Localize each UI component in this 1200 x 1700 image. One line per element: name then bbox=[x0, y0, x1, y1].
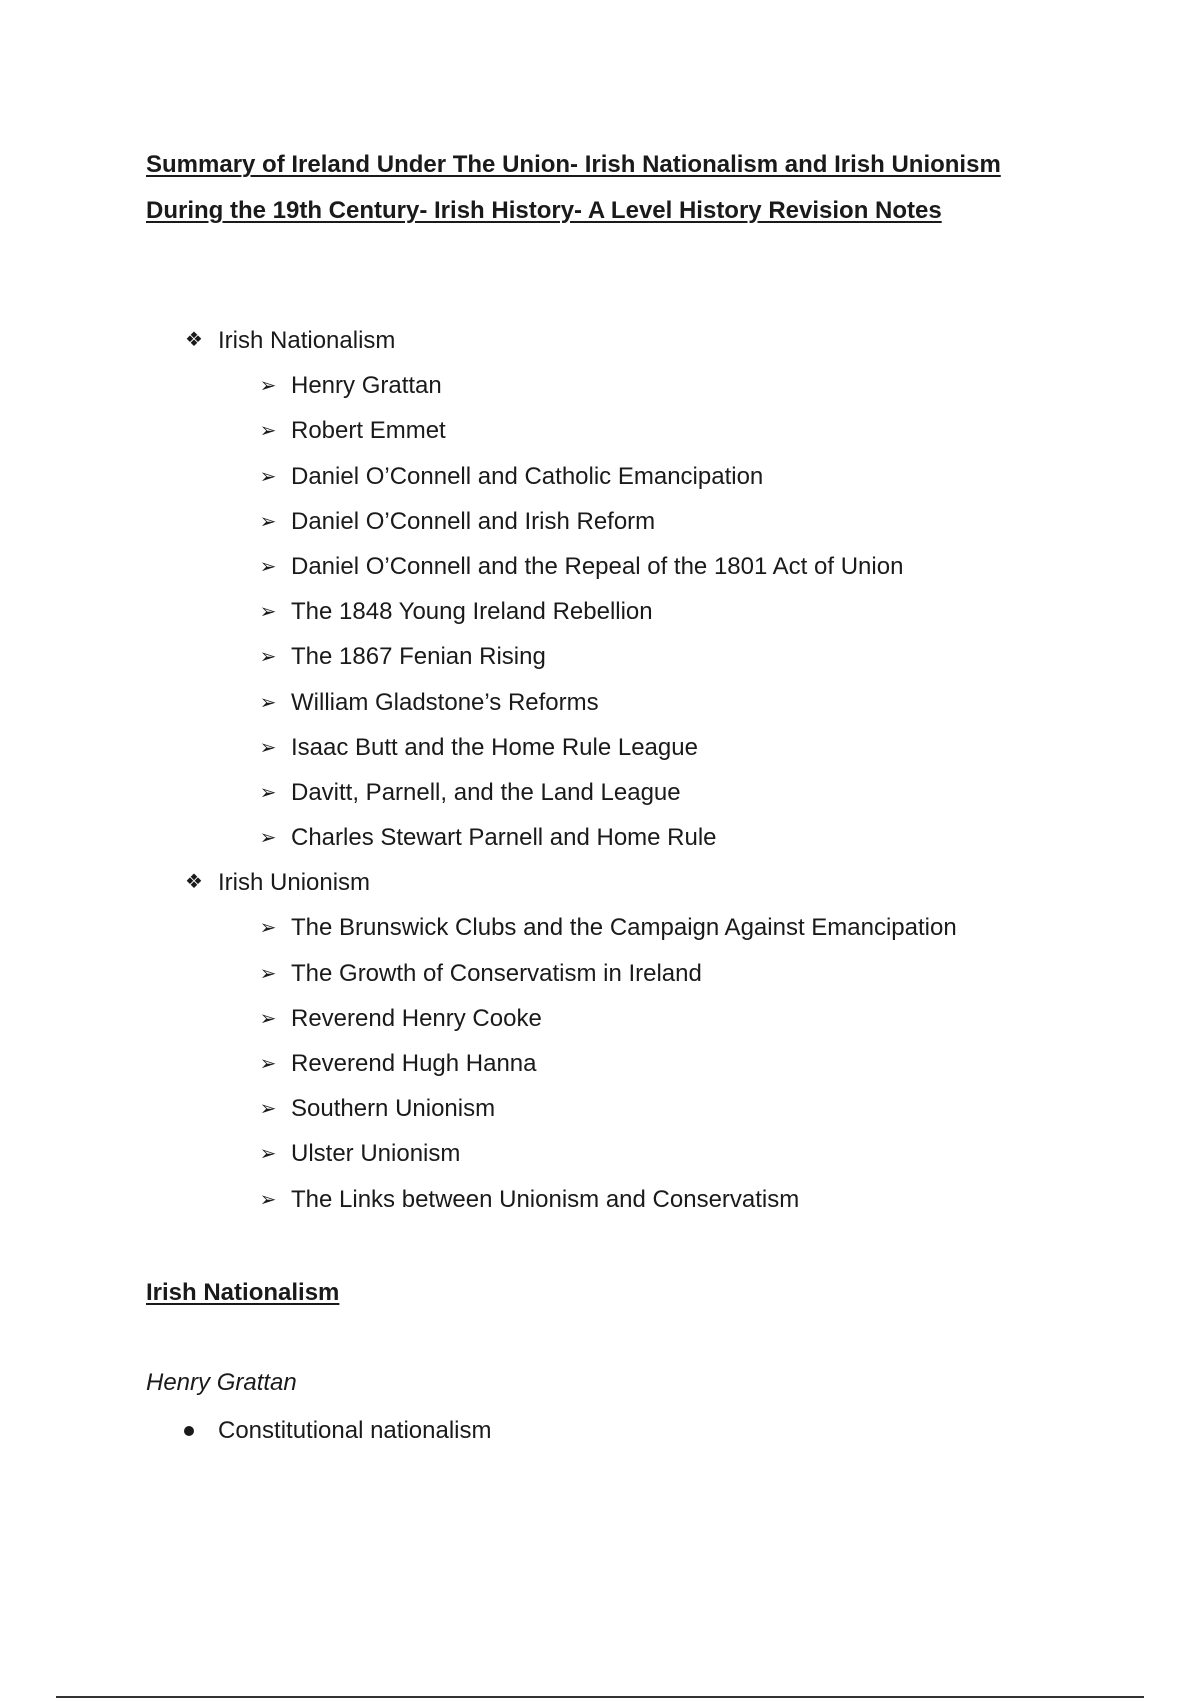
toc-item bbox=[0, 408, 1200, 453]
document-title: Summary of Ireland Under The Union- Irish Nationalism and Irish Unionism During the 19th Century- Irish History- A Level History Revision Notes bbox=[146, 151, 1001, 224]
arrow-bullet-icon: ➢ bbox=[259, 644, 277, 669]
section-heading: Irish Nationalism bbox=[146, 1279, 340, 1306]
toc-item-label: William Gladstone’s Reforms bbox=[291, 688, 599, 716]
toc-section-irish-unionism bbox=[0, 860, 1200, 1222]
toc-item-label: Daniel O’Connell and Catholic Emancipation bbox=[291, 462, 764, 490]
arrow-bullet-icon: ➢ bbox=[259, 689, 277, 714]
arrow-bullet-icon: ➢ bbox=[259, 1141, 277, 1166]
toc-item bbox=[0, 1131, 1200, 1176]
arrow-bullet-icon: ➢ bbox=[259, 1051, 277, 1075]
toc-item-label: Daniel O’Connell and the Repeal of the 1801 Act of Union bbox=[291, 552, 904, 580]
toc-item bbox=[0, 815, 1200, 860]
toc-item bbox=[0, 589, 1200, 634]
list-item-text: Constitutional nationalism bbox=[218, 1417, 492, 1444]
arrow-bullet-icon: ➢ bbox=[259, 1096, 277, 1121]
toc-item-label: The Growth of Conservatism in Ireland bbox=[291, 959, 702, 987]
arrow-bullet-icon: ➢ bbox=[259, 825, 277, 850]
toc-sublist bbox=[0, 363, 1200, 860]
toc-sublist bbox=[0, 905, 1200, 1221]
toc-item bbox=[0, 544, 1200, 589]
toc-item-label: Reverend Hugh Hanna bbox=[291, 1050, 537, 1077]
toc-item-label: Reverend Henry Cooke bbox=[291, 1004, 542, 1032]
arrow-bullet-icon: ➢ bbox=[259, 779, 277, 804]
bullet-list bbox=[0, 1408, 1200, 1453]
dot-bullet-icon bbox=[184, 1426, 194, 1436]
arrow-bullet-icon: ➢ bbox=[259, 508, 277, 533]
toc-level1-item bbox=[0, 318, 1200, 363]
toc-item bbox=[0, 905, 1200, 950]
page-bottom-divider bbox=[56, 1696, 1144, 1698]
toc-item-label: Robert Emmet bbox=[291, 417, 446, 445]
toc-item bbox=[0, 634, 1200, 679]
toc-level1-item bbox=[0, 860, 1200, 905]
toc-item bbox=[0, 725, 1200, 770]
diamond-bullet-icon: ❖ bbox=[185, 871, 203, 894]
arrow-bullet-icon: ➢ bbox=[259, 1186, 277, 1211]
toc-item bbox=[0, 454, 1200, 499]
toc-item-label: Henry Grattan bbox=[291, 372, 442, 400]
arrow-bullet-icon: ➢ bbox=[259, 599, 277, 624]
list-item bbox=[0, 1408, 1200, 1453]
toc-item bbox=[0, 1086, 1200, 1131]
toc-item-label: Daniel O’Connell and Irish Reform bbox=[291, 507, 656, 535]
arrow-bullet-icon: ➢ bbox=[259, 1005, 277, 1030]
toc-item bbox=[0, 680, 1200, 725]
arrow-bullet-icon: ➢ bbox=[259, 915, 277, 940]
toc-item-label: Ulster Unionism bbox=[291, 1140, 461, 1168]
toc-section-label: Irish Unionism bbox=[218, 869, 371, 897]
toc-item-label: The 1867 Fenian Rising bbox=[291, 643, 546, 671]
toc-section-label: Irish Nationalism bbox=[218, 327, 396, 354]
arrow-bullet-icon: ➢ bbox=[259, 418, 277, 443]
toc-item bbox=[0, 770, 1200, 815]
toc-item-label: Southern Unionism bbox=[291, 1095, 496, 1123]
subsection-heading: Henry Grattan bbox=[146, 1369, 297, 1396]
arrow-bullet-icon: ➢ bbox=[259, 734, 277, 759]
arrow-bullet-icon: ➢ bbox=[259, 463, 277, 488]
toc-section-irish-nationalism bbox=[0, 318, 1200, 860]
toc-item-label: Isaac Butt and the Home Rule League bbox=[291, 733, 698, 761]
toc-item bbox=[0, 499, 1200, 544]
toc-item-label: The Brunswick Clubs and the Campaign Against Emancipation bbox=[291, 914, 957, 942]
arrow-bullet-icon: ➢ bbox=[259, 373, 277, 398]
toc-item-label: The Links between Unionism and Conservatism bbox=[291, 1185, 800, 1213]
arrow-bullet-icon: ➢ bbox=[259, 960, 277, 985]
toc-item bbox=[0, 996, 1200, 1041]
table-of-contents bbox=[0, 318, 1200, 1222]
toc-item-label: The 1848 Young Ireland Rebellion bbox=[291, 598, 653, 626]
toc-item bbox=[0, 363, 1200, 408]
toc-item-label: Charles Stewart Parnell and Home Rule bbox=[291, 824, 717, 852]
toc-item bbox=[0, 1177, 1200, 1222]
toc-item bbox=[0, 951, 1200, 996]
arrow-bullet-icon: ➢ bbox=[259, 553, 277, 578]
toc-item-label: Davitt, Parnell, and the Land League bbox=[291, 778, 681, 806]
toc-item bbox=[0, 1041, 1200, 1086]
diamond-bullet-icon: ❖ bbox=[185, 329, 203, 351]
